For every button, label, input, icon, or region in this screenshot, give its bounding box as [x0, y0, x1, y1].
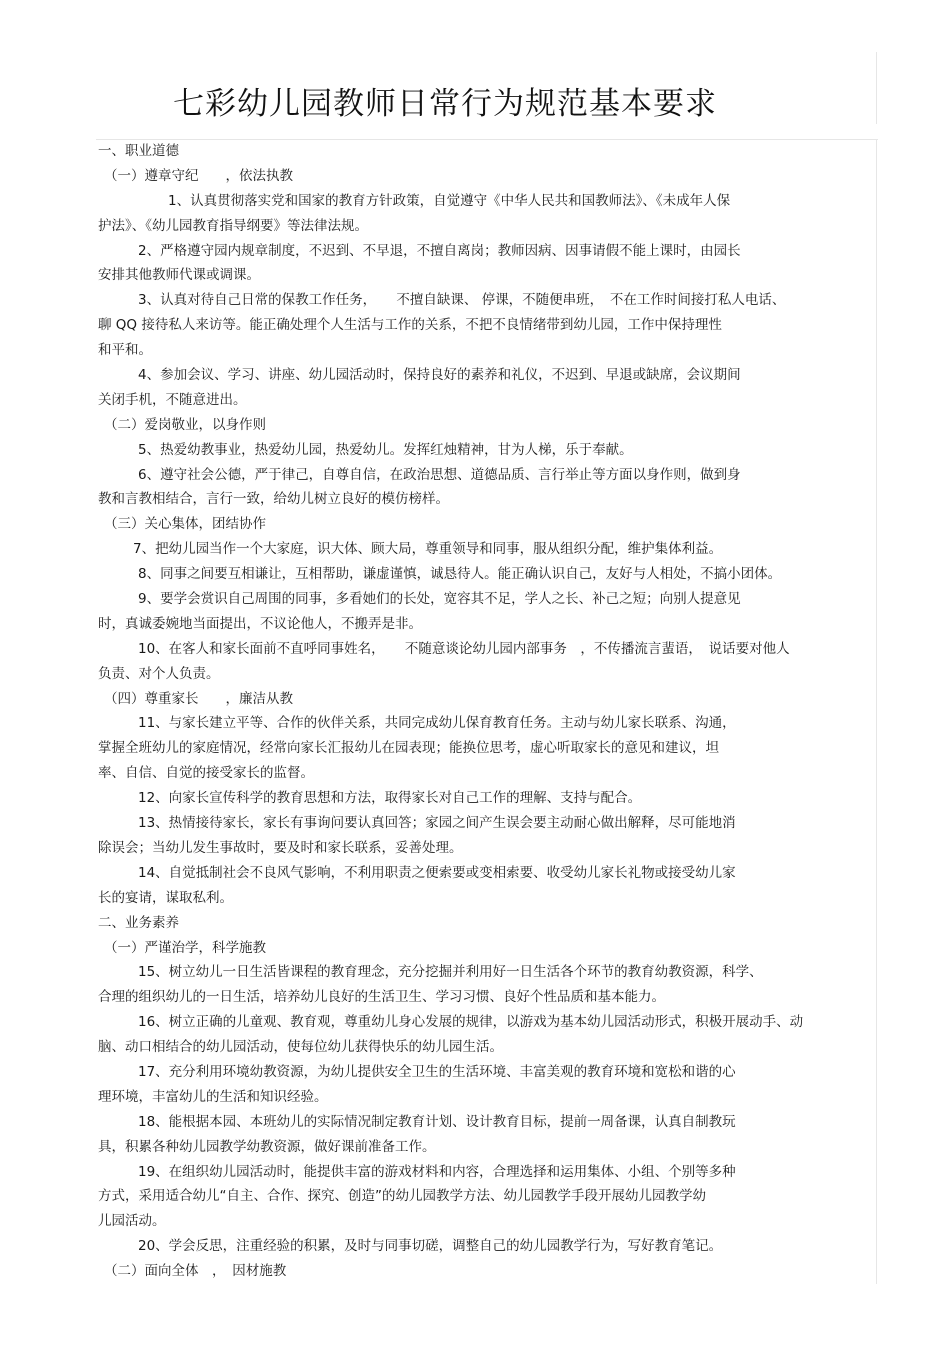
- paragraph-line: 3、认真对待自己日常的保教工作任务， 不擅自缺课、 停课，不随便串班， 不在工作时间接打私人电话、: [138, 292, 786, 309]
- paragraph-line: 2、严格遵守园内规章制度，不迟到、不早退，不擅自离岗；教师因病、因事请假不能上课时，由园长: [138, 242, 741, 259]
- paragraph-line: 聊 QQ 接待私人来访等。能正确处理个人生活与工作的关系，不把不良情绪带到幼儿园，工作中保持理性: [98, 317, 722, 334]
- subsection-heading: （一）严谨治学，科学施教: [104, 939, 266, 956]
- subsection-heading: （二）爱岗敬业，以身作则: [104, 416, 266, 433]
- paragraph-line: 13、热情接待家长，家长有事询问要认真回答；家园之间产生误会要主动耐心做出解释，尽可能地消: [138, 815, 736, 832]
- paragraph-line: 安排其他教师代课或调课。: [98, 267, 260, 284]
- subsection-heading: （二）面向全体 ， 因材施教: [104, 1263, 287, 1280]
- subsection-heading: （三）关心集体，团结协作: [104, 516, 266, 533]
- paragraph-line: 教和言教相结合，言行一致，给幼儿树立良好的模仿榜样。: [98, 491, 449, 508]
- paragraph-line: 脑、动口相结合的幼儿园活动，使每位幼儿获得快乐的幼儿园生活。: [98, 1039, 503, 1056]
- paragraph-line: 关闭手机，不随意进出。: [98, 391, 247, 408]
- paragraph-line: 率、自信、自觉的接受家长的监督。: [98, 765, 314, 782]
- paragraph-line: 8、同事之间要互相谦让，互相帮助，谦虚谨慎，诚恳待人。能正确认识自己，友好与人相处，不搞小团体。: [138, 566, 782, 583]
- paragraph-line: 合理的组织幼儿的一日生活，培养幼儿良好的生活卫生、学习习惯、良好个性品质和基本能力。: [98, 989, 665, 1006]
- paragraph-line: 18、能根据本园、本班幼儿的实际情况制定教育计划、设计教育目标，提前一周备课，认真自制教玩: [138, 1113, 736, 1130]
- section-heading: 一、职业道德: [98, 143, 179, 159]
- paragraph-line: 10、在客人和家长面前不直呼同事姓名， 不随意谈论幼儿园内部事务 ，不传播流言蜚语， 说话要对他人: [138, 640, 790, 657]
- paragraph-line: 14、自觉抵制社会不良风气影响，不利用职责之便索要或变相索要、收受幼儿家长礼物或接受幼儿家: [138, 864, 736, 881]
- paragraph-line: 6、遵守社会公德，严于律己，自尊自信，在政治思想、道德品质、言行举止等方面以身作则，做到身: [138, 466, 741, 483]
- document-body: [98, 139, 878, 1284]
- title-divider: [876, 52, 877, 124]
- paragraph-line: 时，真诚委婉地当面提出，不议论他人，不搬弄是非。: [98, 615, 422, 632]
- paragraph-line: 理环境，丰富幼儿的生活和知识经验。: [98, 1088, 328, 1105]
- paragraph-line: 护法》、《幼儿园教育指导纲要》等法律法规。: [98, 217, 368, 234]
- paragraph-line: 19、在组织幼儿园活动时，能提供丰富的游戏材料和内容，合理选择和运用集体、小组、个别等多种: [138, 1163, 736, 1180]
- paragraph-line: 4、参加会议、学习、讲座、幼儿园活动时，保持良好的素养和礼仪，不迟到、早退或缺席，会议期间: [138, 367, 741, 384]
- page-title: 七彩幼儿园教师日常行为规范基本要求: [173, 86, 717, 122]
- subsection-heading: （四）尊重家长 ，廉洁从教: [104, 690, 293, 707]
- paragraph-line: 1、认真贯彻落实党和国家的教育方针政策，自觉遵守《中华人民共和国教师法》、《未成年人保: [168, 192, 731, 209]
- paragraph-line: 具，积累各种幼儿园教学幼教资源，做好课前准备工作。: [98, 1138, 436, 1155]
- paragraph-line: 11、与家长建立平等、合作的伙伴关系，共同完成幼儿保育教育任务。主动与幼儿家长联系、沟通，: [138, 715, 736, 732]
- paragraph-line: 15、树立幼儿一日生活皆课程的教育理念，充分挖掘并利用好一日生活各个环节的教育幼教资源，科学、: [138, 964, 763, 981]
- paragraph-line: 除误会；当幼儿发生事故时，要及时和家长联系，妥善处理。: [98, 839, 463, 856]
- paragraph-line: 17、充分利用环境幼教资源，为幼儿提供安全卫生的生活环境、丰富美观的教育环境和宽松和谐的心: [138, 1063, 736, 1080]
- subsection-heading: （一）遵章守纪 ，依法执教: [104, 167, 293, 184]
- paragraph-line: 9、要学会赏识自己周围的同事，多看她们的长处，宽容其不足，学人之长、补己之短；向别人提意见: [138, 591, 741, 608]
- paragraph-line: 长的宴请，谋取私利。: [98, 889, 233, 906]
- paragraph-line: 12、向家长宣传科学的教育思想和方法，取得家长对自己工作的理解、支持与配合。: [138, 790, 642, 807]
- paragraph-line: 儿园活动。: [98, 1213, 166, 1230]
- paragraph-line: 掌握全班幼儿的家庭情况，经常向家长汇报幼儿在园表现；能换位思考，虚心听取家长的意见和建议，坦: [98, 740, 719, 757]
- paragraph-line: 20、学会反思，注重经验的积累，及时与同事切磋，调整自己的幼儿园教学行为，写好教育笔记。: [138, 1238, 723, 1255]
- paragraph-line: 方式，采用适合幼儿“自主、合作、探究、创造”的幼儿园教学方法、幼儿园教学手段开展幼儿园教学幼: [98, 1188, 706, 1205]
- section-heading: 二、业务素养: [98, 914, 179, 931]
- paragraph-line: 和平和。: [98, 342, 152, 359]
- paragraph-line: 5、热爱幼教事业，热爱幼儿园，热爱幼儿。发挥红烛精神，甘为人梯，乐于奉献。: [138, 441, 633, 458]
- paragraph-line: 负责、对个人负责。: [98, 665, 220, 682]
- paragraph-line: 7、把幼儿园当作一个大家庭，识大体、顾大局，尊重领导和同事，服从组织分配，维护集体利益。: [133, 541, 723, 558]
- paragraph-line: 16、树立正确的儿童观、教育观，尊重幼儿身心发展的规律，以游戏为基本幼儿园活动形式，积极开展动手、动: [138, 1014, 804, 1031]
